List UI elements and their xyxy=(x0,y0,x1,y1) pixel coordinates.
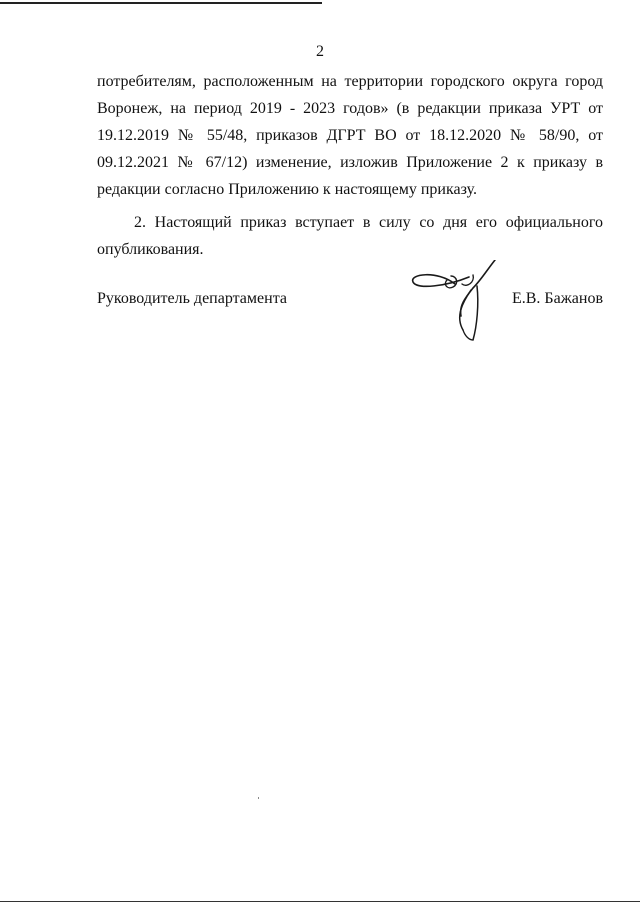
paragraph-continuation: потребителям, расположенным на территории городского округа город Воронеж, на период 2019 - 2023 годов» (в редакции приказа УРТ от 19.12.2019 № 55/48, приказов ДГРТ ВО от 18.12.2020 № 58/90, от 09.12.2021 № 67/12) изменение, изложив Приложение 2 к приказу в редакции согласно Приложению к настоящему приказу. xyxy=(97,73,603,198)
scan-edge-top xyxy=(0,2,322,4)
scan-edge-bottom xyxy=(0,901,640,902)
signatory-title: Руководитель департамента xyxy=(97,290,287,307)
page-number: 2 xyxy=(316,43,324,60)
handwritten-signature xyxy=(407,260,517,370)
scan-speck xyxy=(258,797,259,799)
signature-block xyxy=(97,290,603,370)
paragraph-item-2: 2. Настоящий приказ вступает в силу со дня его официального опубликования. xyxy=(97,214,603,258)
signatory-name: Е.В. Бажанов xyxy=(511,290,603,307)
document-body xyxy=(97,68,603,263)
